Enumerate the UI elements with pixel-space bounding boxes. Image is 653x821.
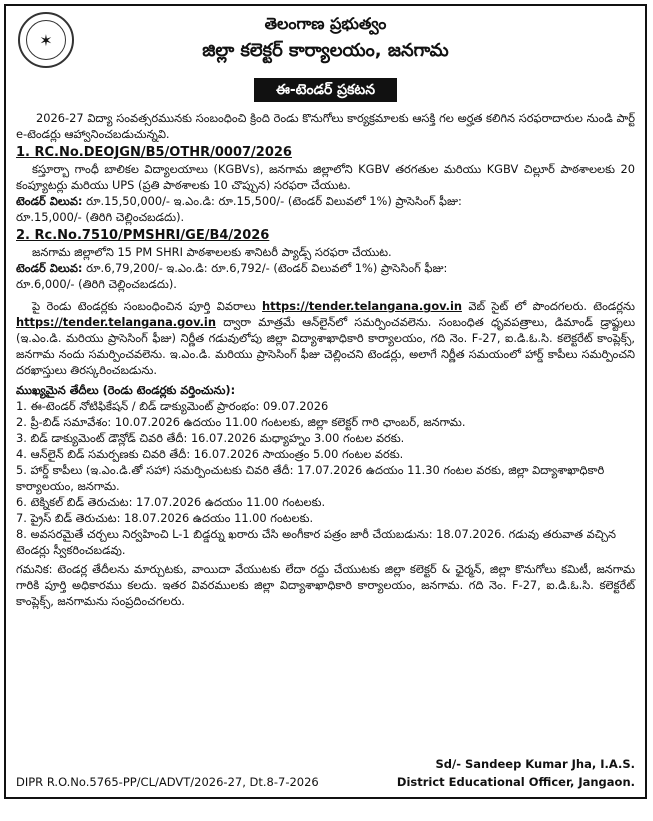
intro-paragraph: 2026-27 విద్యా సంవత్సరమునకు సంబంధించి క్రింది రెండు కొనుగోలు కార్యక్రమాలకు ఆసక్తి గల అర్హత కలిగిన సరఫరాదారుల నుండి పార్ట్ e-టెండర్లు ఆహ్వానించబడుచున్నవి. [16, 111, 635, 141]
section-1-text: కస్తూర్బా గాంధీ బాలికల విద్యాలయాలు (KGBVs), జనగామ జిల్లాలోని KGBV తరగతుల మరియు KGBV చిల్లూర్ పాఠశాలలకు 20 కంప్యూటర్లు మరియు UPS (ప్రతి పాఠశాలకు 10 చొప్పున) సరఫరా చేయుట. [16, 162, 635, 192]
section-2-fee: రూ.6,000/- (తిరిగి చెల్లించబడదు). [16, 277, 177, 291]
notice-body [6, 104, 645, 609]
date-item: 3. బిడ్ డాక్యుమెంట్ డౌన్లోడ్ చివరి తేదీ: 16.07.2026 మధ్యాహ్నం 3.00 గంటల వరకు. [16, 431, 405, 445]
portal-text-2: వెబ్ సైట్ లో పొందగలరు. టెండర్లను [468, 299, 635, 313]
portal-paragraph [16, 298, 635, 378]
section-1-value-label: టెండర్ విలువ: [16, 194, 83, 208]
portal-link-2[interactable]: https://tender.telangana.gov.in [16, 315, 216, 329]
dates-list [16, 398, 635, 558]
emblem-inner: ✶ [26, 20, 66, 60]
section-2-text: జనగామ జిల్లాలోని 15 PM SHRI పాఠశాలలకు శానిటరీ ప్యాడ్స్ సరఫరా చేయుట. [32, 245, 392, 259]
notice-frame [4, 4, 647, 799]
portal-text-3: ద్వారా మాత్రమే ఆన్‌లైన్‌లో సమర్పించవలెను. సంబంధిత ధృవపత్రాలు, డిమాండ్ డ్రాఫ్టులు (ఇ.ఎం.డి. మరియు ప్రాసెసింగ్ ఫీజు) నిర్ణీత గడువులోపు జిల్లా విద్యాశాఖాధికారి కార్యాలయం, గది నెం. F-27, ఐ.డి.ఓ.సి. కలెక్టరేట్ కాంప్లెక్స్, జనగామ నందు సమర్పించవలెను. ఇ.ఎం.డి. మరియు ప్రాసెసింగ్ ఫీజు చెల్లించని టెండర్లు, అలాగే నిర్ణీత సమయంలో హార్డ్ కాపీలు సమర్పించని దరఖాస్తులు తిరస్కరించబడును. [16, 315, 636, 377]
section-1-value [16, 193, 635, 209]
dipr-number: DIPR R.O.No.5765-PP/CL/ADVT/2026-27, Dt.8-7-2026 [16, 775, 319, 789]
date-item: 1. ఈ-టెండర్ నోటిఫికేషన్ / బిడ్ డాక్యుమెంట్ ప్రారంభం: 09.07.2026 [16, 399, 329, 413]
section-2-value-label: టెండర్ విలువ: [16, 261, 83, 275]
designation: District Educational Officer, Jangaon. [396, 775, 635, 789]
portal-link-1[interactable]: https://tender.telangana.gov.in [262, 299, 462, 313]
date-item: 7. ప్రైస్ బిడ్ తెరుచుట: 18.07.2026 ఉదయం 11.00 గంటలకు. [16, 511, 314, 525]
date-item: 4. ఆన్‌లైన్ బిడ్ సమర్పణకు చివరి తేదీ: 16.07.2026 సాయంత్రం 5.00 గంటల వరకు. [16, 447, 404, 461]
section-2-title: 2. Rc.No.7510/PMSHRI/GE/B4/2026 [16, 228, 270, 243]
govt-title: తెలంగాణ ప్రభుత్వం [264, 14, 387, 33]
section-2-value-text: రూ.6,79,200/- ఇ.ఎం.డి: రూ.6,792/- (టెండర్ విలువలో 1%) ప్రాసెసింగ్ ఫీజు: [86, 261, 448, 275]
footer [16, 757, 635, 793]
section-2-value [16, 260, 635, 276]
banner-wrap [6, 78, 645, 104]
section-1-title: 1. RC.No.DEOJGN/B5/OTHR/0007/2026 [16, 145, 292, 160]
date-item: 8. అవసరమైతే చర్చలు నిర్వహించి L-1 బిడ్డర్ను ఖరారు చేసి అంగీకార పత్రం జారీ చేయబడును: 18.07.2026. గడువు తరువాత వచ్చిన టెండర్లు స్వీకరించబడవు. [16, 527, 616, 557]
note-paragraph: గమనిక: టెండర్ల తేదీలను మార్చుటకు, వాయిదా వేయుటకు లేదా రద్దు చేయుటకు జిల్లా కలెక్టర్ & ఛైర్మన్, జిల్లా కొనుగోలు కమిటీ, జనగామ గారికి పూర్తి అధికారము కలదు. ఇతర వివరములకు జిల్లా విద్యాశాఖాధికారి కార్యాలయం, జనగామ. గది నెం. F-27, ఐ.డి.ఓ.సి. కలెక్టరేట్ కాంప్లెక్స్, జనగామను సంప్రదించగలరు. [16, 562, 635, 608]
header [6, 6, 645, 78]
date-item: 2. ప్రీ-బిడ్ సమావేశం: 10.07.2026 ఉదయం 11.00 గంటలకు, జిల్లా కలెక్టర్ గారి ఛాంబర్, జనగామ. [16, 415, 466, 429]
portal-text-1: పై రెండు టెండర్లకు సంబంధించిన పూర్తి వివరాలు [32, 299, 256, 313]
date-item: 5. హార్డ్ కాపీలు (ఇ.ఎం.డి.తో సహా) సమర్పించుటకు చివరి తేదీ: 17.07.2026 ఉదయం 11.30 గంటల వరకు, జిల్లా విద్యాశాఖాధికారి కార్యాలయం, జనగామ. [16, 463, 605, 493]
section-1-value-text: రూ.15,50,000/- ఇ.ఎం.డి: రూ.15,500/- (టెండర్ విలువలో 1%) ప్రాసెసింగ్ ఫీజు: [86, 194, 462, 208]
date-item: 6. టెక్నికల్ బిడ్ తెరుచుట: 17.07.2026 ఉదయం 11.00 గంటలకు. [16, 495, 326, 509]
section-1-fee: రూ.15,000/- (తిరిగి చెల్లించబడదు). [16, 210, 185, 224]
signatory: Sd/- Sandeep Kumar Jha, I.A.S. [435, 757, 635, 771]
etender-banner: ఈ-టెండర్ ప్రకటన [254, 78, 397, 102]
dates-title: ముఖ్యమైన తేదీలు (రెండు టెండర్లకు వర్తించును): [16, 383, 236, 397]
office-title: జిల్లా కలెక్టర్ కార్యాలయం, జనగామ [202, 40, 449, 61]
